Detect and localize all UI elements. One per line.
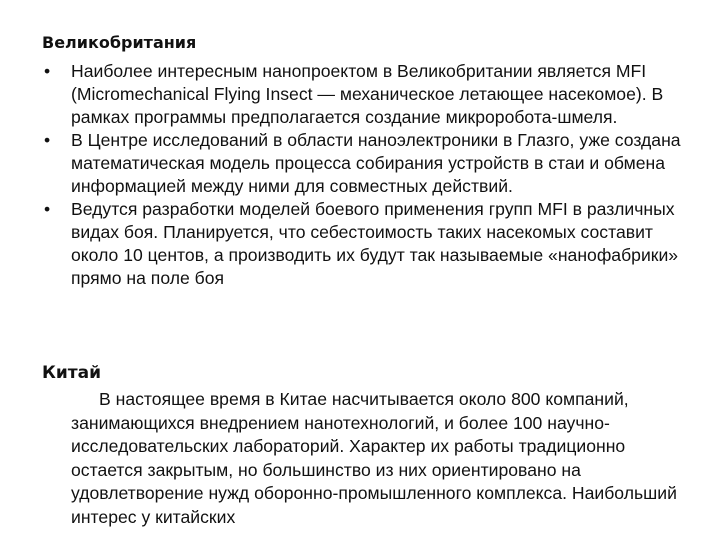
- bullet-marker: •: [44, 61, 51, 81]
- bullet-text: Ведутся разработки моделей боевого применения групп MFI в различных видах боя. Планируется, что себестоимость таких насекомых составит около 10 центов, а производить их будут так называемые «нанофабрики» прямо на поле боя: [71, 199, 679, 288]
- bullet-marker: •: [44, 130, 51, 150]
- bullet-marker: •: [44, 199, 51, 219]
- bullet-list: [44, 60, 704, 290]
- list-item: [44, 60, 704, 129]
- section-title-great-britain: Великобритания: [42, 33, 197, 52]
- list-item: [44, 198, 704, 290]
- china-paragraph: В настоящее время в Китае насчитывается около 800 компаний, занимающихся внедрением нанотехнологий, и более 100 научно-исследовательских лабораторий. Характер их работы традиционно остается закрытым, но большинство из них ориентировано на удовлетворение нужд оборонно-промышленного комплекса. Наибольший интерес у китайских: [71, 389, 677, 527]
- section-title-china: Китай: [42, 363, 102, 383]
- bullet-text: Наиболее интересным нанопроектом в Великобритании является MFI (Micromechanical Flying Insect — механическое летающее насекомое). В рамках программы предполагается создание микроробота-шмеля.: [71, 61, 664, 127]
- list-item: [44, 129, 704, 198]
- bullet-text: В Центре исследований в области наноэлектроники в Глазго, уже создана математическая модель процесса собирания устройств в стаи и обмена информацией между ними для совместных действий.: [71, 130, 681, 196]
